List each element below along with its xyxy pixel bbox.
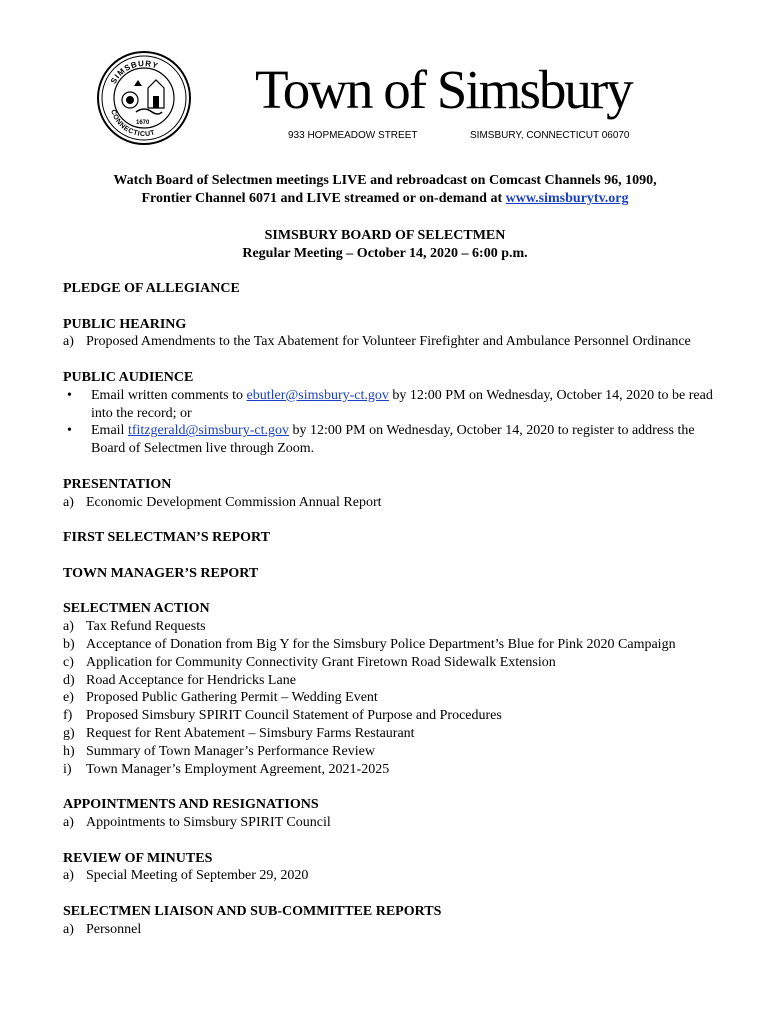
item-label: i) xyxy=(63,761,72,777)
city-address: SIMSBURY, CONNECTICUT 06070 xyxy=(470,130,630,141)
item-text: Proposed Amendments to the Tax Abatement for Volunteer Firefighter and Ambulance Personnel Ordinance xyxy=(86,334,691,350)
meeting-subtitle: Regular Meeting – October 14, 2020 – 6:00 p.m. xyxy=(242,246,528,261)
item-text: Special Meeting of September 29, 2020 xyxy=(86,868,309,884)
tfitzgerald-email-link[interactable]: tfitzgerald@simsbury-ct.gov xyxy=(127,423,289,439)
agenda-body xyxy=(63,280,713,956)
agenda-item xyxy=(63,743,713,761)
simsburytv-link[interactable]: www.simsburytv.org xyxy=(505,191,629,206)
bullet-item xyxy=(63,422,713,458)
agenda-item xyxy=(63,672,713,690)
town-title: Town of Simsbury xyxy=(255,59,632,120)
agenda-item xyxy=(63,654,713,672)
agenda-item xyxy=(63,761,713,779)
agenda-item xyxy=(63,333,713,351)
item-text: Request for Rent Abatement – Simsbury Farms Restaurant xyxy=(86,725,415,741)
section-appointments xyxy=(63,796,713,832)
item-text: Proposed Public Gathering Permit – Wedding Event xyxy=(86,690,378,706)
section-public-audience xyxy=(63,369,713,458)
bullet-text: Email tfitzgerald@simsbury-ct.gov by 12:00 PM on Wednesday, October 14, 2020 to register to address the Board of Selectmen live through Zoom. xyxy=(91,423,695,457)
broadcast-line-1: Watch Board of Selectmen meetings LIVE and rebroadcast on Comcast Channels 96, 1090, xyxy=(113,173,657,188)
section-heading: APPOINTMENTS AND RESIGNATIONS xyxy=(63,797,319,813)
agenda-item xyxy=(63,921,713,939)
agenda-item xyxy=(63,725,713,743)
item-label: e) xyxy=(63,690,74,706)
section-heading: PLEDGE OF ALLEGIANCE xyxy=(63,281,240,296)
item-text: Personnel xyxy=(86,921,142,937)
section-heading: SELECTMEN LIAISON AND SUB-COMMITTEE REPORTS xyxy=(63,903,442,919)
bullet-icon: • xyxy=(67,423,72,439)
item-text: Acceptance of Donation from Big Y for the Simsbury Police Department’s Blue for Pink 2020 Campaign xyxy=(86,636,676,652)
ebutler-email-link[interactable]: ebutler@simsbury-ct.gov xyxy=(246,387,389,403)
section-heading: PRESENTATION xyxy=(63,476,172,492)
section-heading: SELECTMEN ACTION xyxy=(63,601,210,617)
section-heading: FIRST SELECTMAN’S REPORT xyxy=(63,530,270,546)
section-heading: PUBLIC HEARING xyxy=(63,316,187,332)
agenda-item xyxy=(63,867,713,885)
broadcast-notice xyxy=(0,172,770,208)
agenda-item xyxy=(63,689,713,707)
section-town-manager xyxy=(63,565,713,583)
item-text: Town Manager’s Employment Agreement, 2021-2025 xyxy=(86,761,390,777)
item-label: a) xyxy=(63,494,74,510)
agenda-item xyxy=(63,618,713,636)
agenda-item xyxy=(63,494,713,512)
section-heading: TOWN MANAGER’S REPORT xyxy=(63,565,259,581)
street-address: 933 HOPMEADOW STREET xyxy=(288,130,418,141)
item-label: a) xyxy=(63,814,74,830)
section-heading: REVIEW OF MINUTES xyxy=(63,850,213,866)
item-text: Summary of Town Manager’s Performance Review xyxy=(86,743,375,759)
item-text: Application for Community Connectivity Grant Firetown Road Sidewalk Extension xyxy=(86,654,556,670)
section-minutes xyxy=(63,850,713,886)
bullet-icon: • xyxy=(67,387,72,403)
board-name: SIMSBURY BOARD OF SELECTMEN xyxy=(264,228,506,243)
meeting-header xyxy=(0,227,770,263)
broadcast-line-2: Frontier Channel 6071 and LIVE streamed or on-demand at www.simsburytv.org xyxy=(141,191,629,206)
agenda-item xyxy=(63,636,713,654)
section-public-hearing xyxy=(63,316,713,352)
item-label: h) xyxy=(63,743,75,759)
item-label: a) xyxy=(63,619,74,635)
item-text: Proposed Simsbury SPIRIT Council Statement of Purpose and Procedures xyxy=(86,708,502,724)
item-label: c) xyxy=(63,654,74,670)
town-seal-icon xyxy=(96,50,192,146)
item-label: b) xyxy=(63,636,75,652)
section-pledge xyxy=(63,280,713,298)
item-label: a) xyxy=(63,921,74,937)
svg-text:CONNECTICUT: CONNECTICUT xyxy=(109,108,157,139)
section-presentation xyxy=(63,476,713,512)
item-label: d) xyxy=(63,672,75,688)
bullet-text: Email written comments to ebutler@simsbury-ct.gov by 12:00 PM on Wednesday, October 14, 2020 to be read into the record; or xyxy=(91,387,713,421)
item-label: f) xyxy=(63,708,73,724)
item-text: Appointments to Simsbury SPIRIT Council xyxy=(86,814,331,830)
svg-text:1670: 1670 xyxy=(136,120,150,126)
item-label: g) xyxy=(63,725,75,741)
bullet-item xyxy=(63,387,713,423)
section-first-selectman xyxy=(63,529,713,547)
item-text: Economic Development Commission Annual Report xyxy=(86,494,382,510)
item-label: a) xyxy=(63,868,74,884)
item-text: Road Acceptance for Hendricks Lane xyxy=(86,672,296,688)
agenda-item xyxy=(63,707,713,725)
section-selectmen-action xyxy=(63,600,713,778)
item-text: Tax Refund Requests xyxy=(86,619,206,635)
section-heading: PUBLIC AUDIENCE xyxy=(63,369,194,385)
svg-text:SIMSBURY: SIMSBURY xyxy=(108,58,160,86)
item-label: a) xyxy=(63,334,74,350)
agenda-item xyxy=(63,814,713,832)
section-liaison xyxy=(63,903,713,939)
